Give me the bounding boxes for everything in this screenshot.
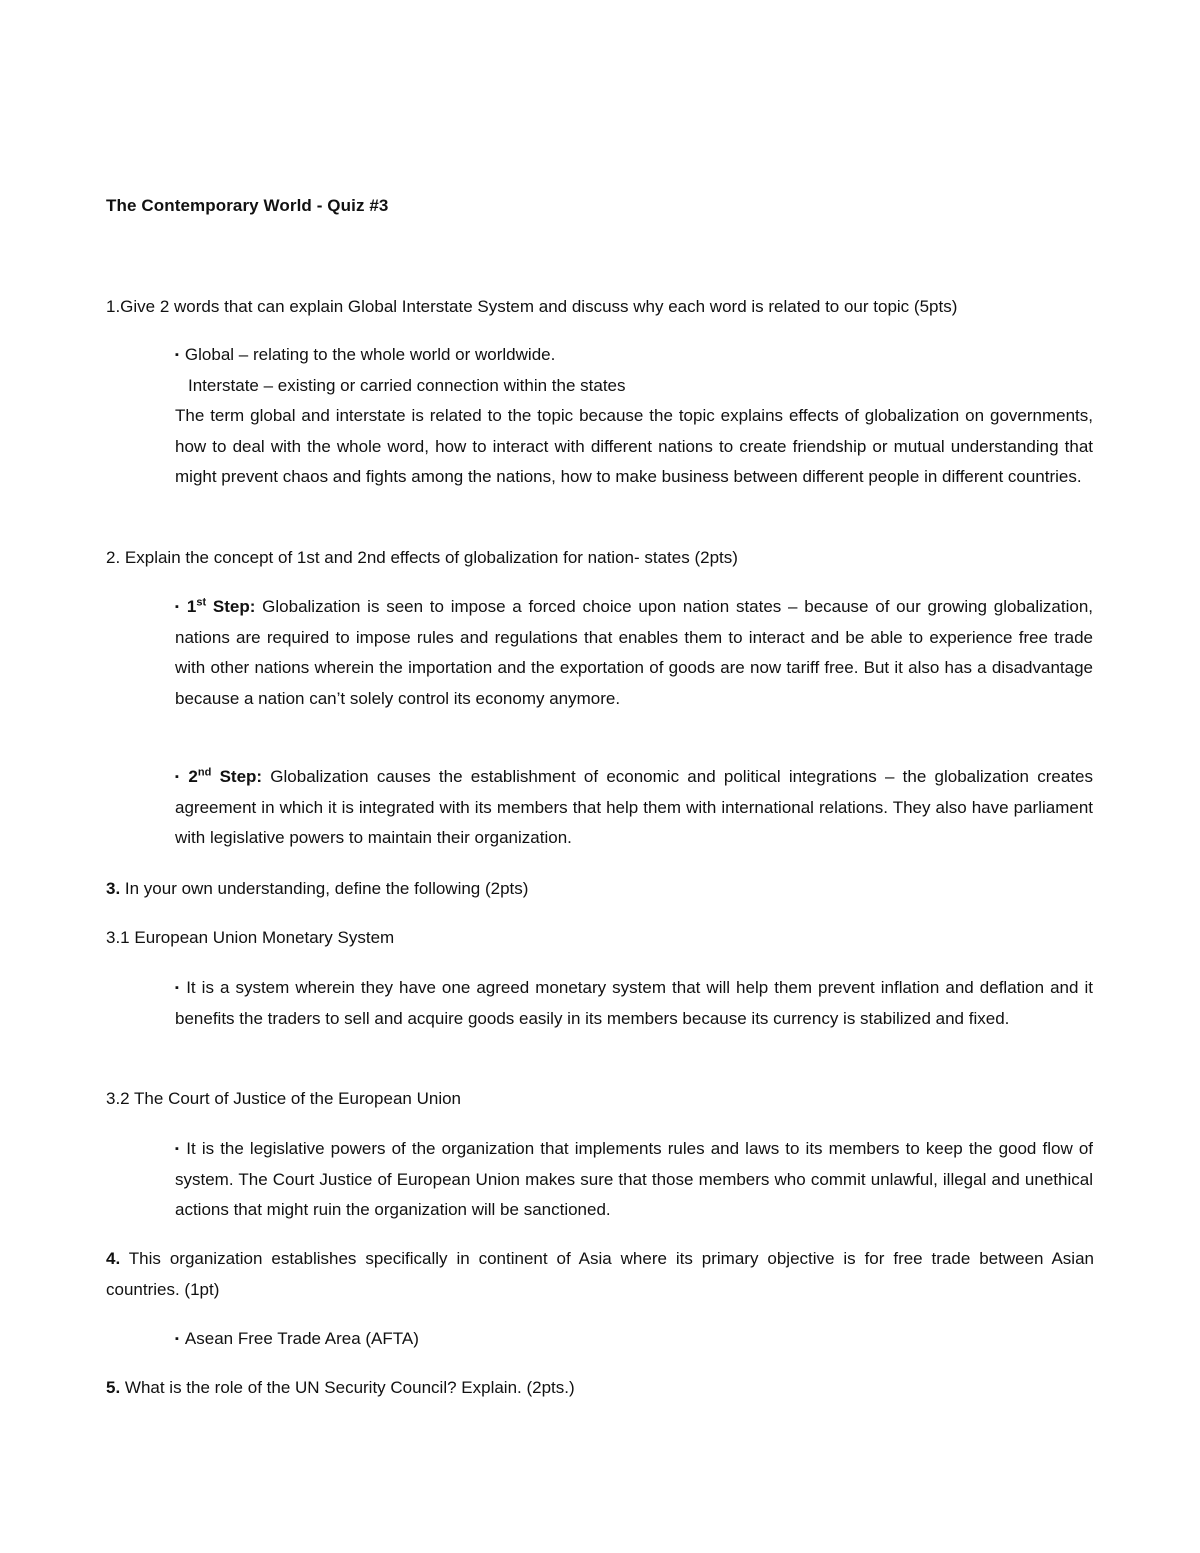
document-title: The Contemporary World - Quiz #3 [106,196,389,215]
bullet-icon: ▪ [175,601,181,613]
q3-2-answer-text: It is the legislative powers of the organization that implements rules and laws to its members to keep the good flow of system. The Court Justice of European Union makes sure that those members who commit unlawful, illegal and unethical actions that might ruin the organization will be sanctioned. [175,1139,1093,1219]
question-5-number: 5. [106,1378,121,1397]
question-3-text: In your own understanding, define the following (2pts) [120,879,529,898]
question-4 [106,1244,1094,1305]
step2-superscript: nd [197,766,212,779]
q3-1-answer [175,973,1093,1034]
question-5-text: What is the role of the UN Security Council? Explain. (2pts.) [120,1378,575,1397]
bullet-icon: ▪ [175,771,183,783]
q4-answer-text: Asean Free Trade Area (AFTA) [184,1329,419,1348]
q1-answer-interstate: Interstate – existing or carried connection within the states [188,376,626,395]
question-4-number: 4. [106,1249,121,1268]
question-5 [106,1373,1094,1404]
step1-text: Globalization is seen to impose a forced choice upon nation states – because of our growing globalization, nations are required to impose rules and regulations that enables them to interact and be able to experience free trade with other nations wherein the importation and the exportation of goods are now tariff free. But it also has a disadvantage because a nation can’t solely control its economy anymore. [175,597,1093,708]
q2-answer-step1 [175,592,1093,714]
q3-1-answer-text: It is a system wherein they have one agreed monetary system that will help them prevent inflation and deflation and it benefits the traders to sell and acquire goods easily in its members because its currency is stabilized and fixed. [175,978,1093,1028]
question-2: 2. Explain the concept of 1st and 2nd effects of globalization for nation- states (2pts) [106,548,738,567]
q1-answer-line1: Global – relating to the whole world or worldwide. [184,345,556,364]
step1-number: 1 [186,597,197,616]
bullet-icon: ▪ [175,349,179,361]
step1-label: Step: [206,597,256,616]
question-3-2: 3.2 The Court of Justice of the European Union [106,1089,462,1108]
q4-answer [175,1324,1093,1355]
step2-number: 2 [188,767,198,786]
bullet-icon: ▪ [175,1143,181,1155]
question-3-1: 3.1 European Union Monetary System [106,928,395,947]
question-3-number: 3. [106,879,121,898]
step2-text: Globalization causes the establishment of economic and political integrations – the globalization creates agreement in which it is integrated with its members that help them with international relations. They also have parliament with legislative powers to maintain their organization. [175,767,1093,847]
q3-2-answer [175,1134,1093,1226]
bullet-icon: ▪ [175,1333,179,1345]
question-4-text: This organization establishes specifically in continent of Asia where its primary objective is for free trade between Asian countries. (1pt) [106,1249,1094,1299]
q2-answer-step2 [175,762,1093,854]
q1-answer-global [175,340,1093,371]
q1-answer-paragraph: The term global and interstate is related to the topic because the topic explains effects of globalization on governments, how to deal with the whole word, how to interact with different nations to create friendship or mutual understanding that might prevent chaos and fights among the nations, how to make business between different people in different countries. [175,406,1093,486]
question-1: 1.Give 2 words that can explain Global Interstate System and discuss why each word is related to our topic (5pts) [106,297,958,316]
question-3 [106,874,1094,905]
bullet-icon: ▪ [175,982,181,994]
step1-superscript: st [196,596,207,609]
step2-label: Step: [211,767,263,786]
